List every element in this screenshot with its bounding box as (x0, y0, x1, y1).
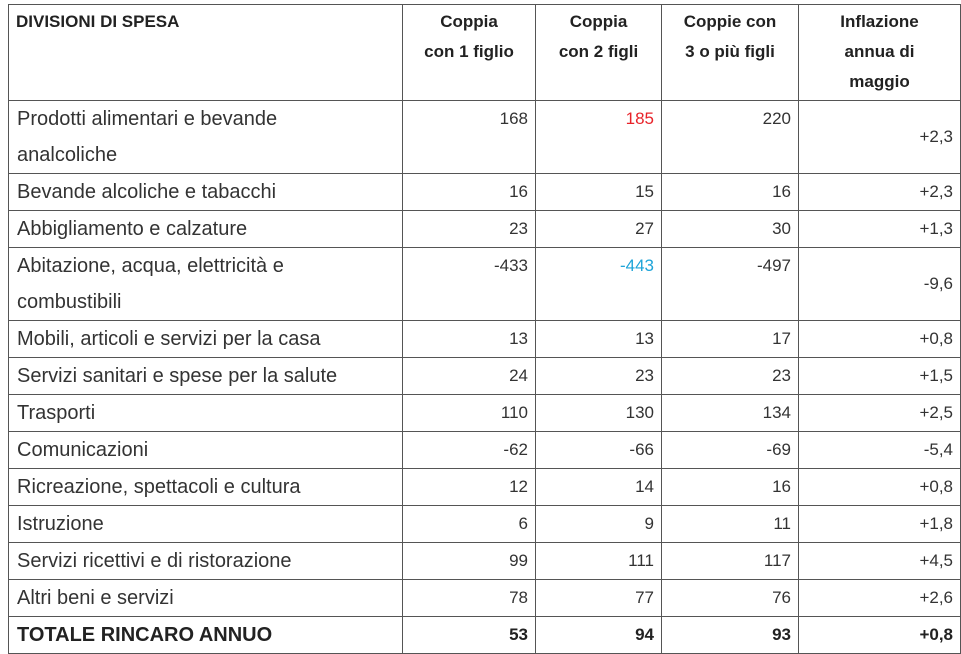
row-label: Comunicazioni (9, 432, 403, 469)
row-label: Mobili, articoli e servizi per la casa (9, 321, 403, 358)
row-label: Prodotti alimentari e bevande analcoliche (9, 101, 403, 174)
cell-coppia-2-figli: 13 (536, 321, 662, 358)
cell-coppia-2-figli: 111 (536, 543, 662, 580)
header-inflazione: Inflazione annua di maggio (799, 5, 961, 101)
row-label: Abbigliamento e calzature (9, 211, 403, 248)
cell-coppie-3-figli: 220 (662, 101, 799, 174)
cell-inflazione: -9,6 (799, 248, 961, 321)
cell-coppie-3-figli: 16 (662, 469, 799, 506)
cell-inflazione: +1,3 (799, 211, 961, 248)
total-row (9, 617, 961, 654)
cell-coppia-1-figlio: 23 (403, 211, 536, 248)
table-row (9, 321, 961, 358)
cell-coppia-1-figlio: -433 (403, 248, 536, 321)
row-label: Altri beni e servizi (9, 580, 403, 617)
cell-coppia-1-figlio: 13 (403, 321, 536, 358)
total-coppia-2-figli: 94 (536, 617, 662, 654)
cell-coppie-3-figli: 76 (662, 580, 799, 617)
table-row (9, 395, 961, 432)
table-row (9, 211, 961, 248)
table-row (9, 506, 961, 543)
cell-coppie-3-figli: 30 (662, 211, 799, 248)
header-row (9, 5, 961, 101)
table-row (9, 580, 961, 617)
cell-inflazione: +2,6 (799, 580, 961, 617)
cell-coppia-1-figlio: 168 (403, 101, 536, 174)
cell-inflazione: -5,4 (799, 432, 961, 469)
cell-inflazione: +2,5 (799, 395, 961, 432)
row-label: Trasporti (9, 395, 403, 432)
cell-coppia-1-figlio: 78 (403, 580, 536, 617)
row-label: Bevande alcoliche e tabacchi (9, 174, 403, 211)
cell-coppia-1-figlio: 110 (403, 395, 536, 432)
cell-coppia-2-figli: 185 (536, 101, 662, 174)
spending-table (8, 4, 961, 654)
cell-coppia-2-figli: -443 (536, 248, 662, 321)
cell-coppia-2-figli: 14 (536, 469, 662, 506)
cell-inflazione: +0,8 (799, 321, 961, 358)
header-coppie-3-figli: Coppie con 3 o più figli (662, 5, 799, 101)
cell-inflazione: +1,5 (799, 358, 961, 395)
cell-coppia-2-figli: 23 (536, 358, 662, 395)
cell-coppia-1-figlio: 12 (403, 469, 536, 506)
row-label: Istruzione (9, 506, 403, 543)
header-divisioni: DIVISIONI DI SPESA (9, 5, 403, 101)
total-coppia-1-figlio: 53 (403, 617, 536, 654)
row-label: Abitazione, acqua, elettricità e combustibili (9, 248, 403, 321)
table-row (9, 469, 961, 506)
cell-coppie-3-figli: -69 (662, 432, 799, 469)
row-label: Servizi ricettivi e di ristorazione (9, 543, 403, 580)
cell-coppia-2-figli: -66 (536, 432, 662, 469)
cell-coppia-1-figlio: 16 (403, 174, 536, 211)
table-row (9, 543, 961, 580)
total-inflazione: +0,8 (799, 617, 961, 654)
table-row (9, 358, 961, 395)
cell-inflazione: +1,8 (799, 506, 961, 543)
cell-coppie-3-figli: 23 (662, 358, 799, 395)
cell-coppia-1-figlio: 99 (403, 543, 536, 580)
cell-inflazione: +0,8 (799, 469, 961, 506)
cell-coppie-3-figli: 17 (662, 321, 799, 358)
cell-coppia-1-figlio: -62 (403, 432, 536, 469)
cell-coppia-2-figli: 77 (536, 580, 662, 617)
cell-coppie-3-figli: 117 (662, 543, 799, 580)
table-row (9, 432, 961, 469)
header-coppia-2-figli: Coppia con 2 figli (536, 5, 662, 101)
cell-coppia-1-figlio: 6 (403, 506, 536, 543)
cell-coppie-3-figli: -497 (662, 248, 799, 321)
cell-coppia-1-figlio: 24 (403, 358, 536, 395)
cell-inflazione: +2,3 (799, 174, 961, 211)
cell-coppia-2-figli: 27 (536, 211, 662, 248)
table-row (9, 248, 961, 321)
row-label: Ricreazione, spettacoli e cultura (9, 469, 403, 506)
table-row (9, 101, 961, 174)
row-label: Servizi sanitari e spese per la salute (9, 358, 403, 395)
cell-coppia-2-figli: 9 (536, 506, 662, 543)
cell-coppie-3-figli: 16 (662, 174, 799, 211)
total-label: TOTALE RINCARO ANNUO (9, 617, 403, 654)
cell-coppie-3-figli: 134 (662, 395, 799, 432)
cell-coppia-2-figli: 15 (536, 174, 662, 211)
header-coppia-1-figlio: Coppia con 1 figlio (403, 5, 536, 101)
total-coppie-3-figli: 93 (662, 617, 799, 654)
cell-inflazione: +4,5 (799, 543, 961, 580)
table-row (9, 174, 961, 211)
cell-inflazione: +2,3 (799, 101, 961, 174)
cell-coppia-2-figli: 130 (536, 395, 662, 432)
cell-coppie-3-figli: 11 (662, 506, 799, 543)
